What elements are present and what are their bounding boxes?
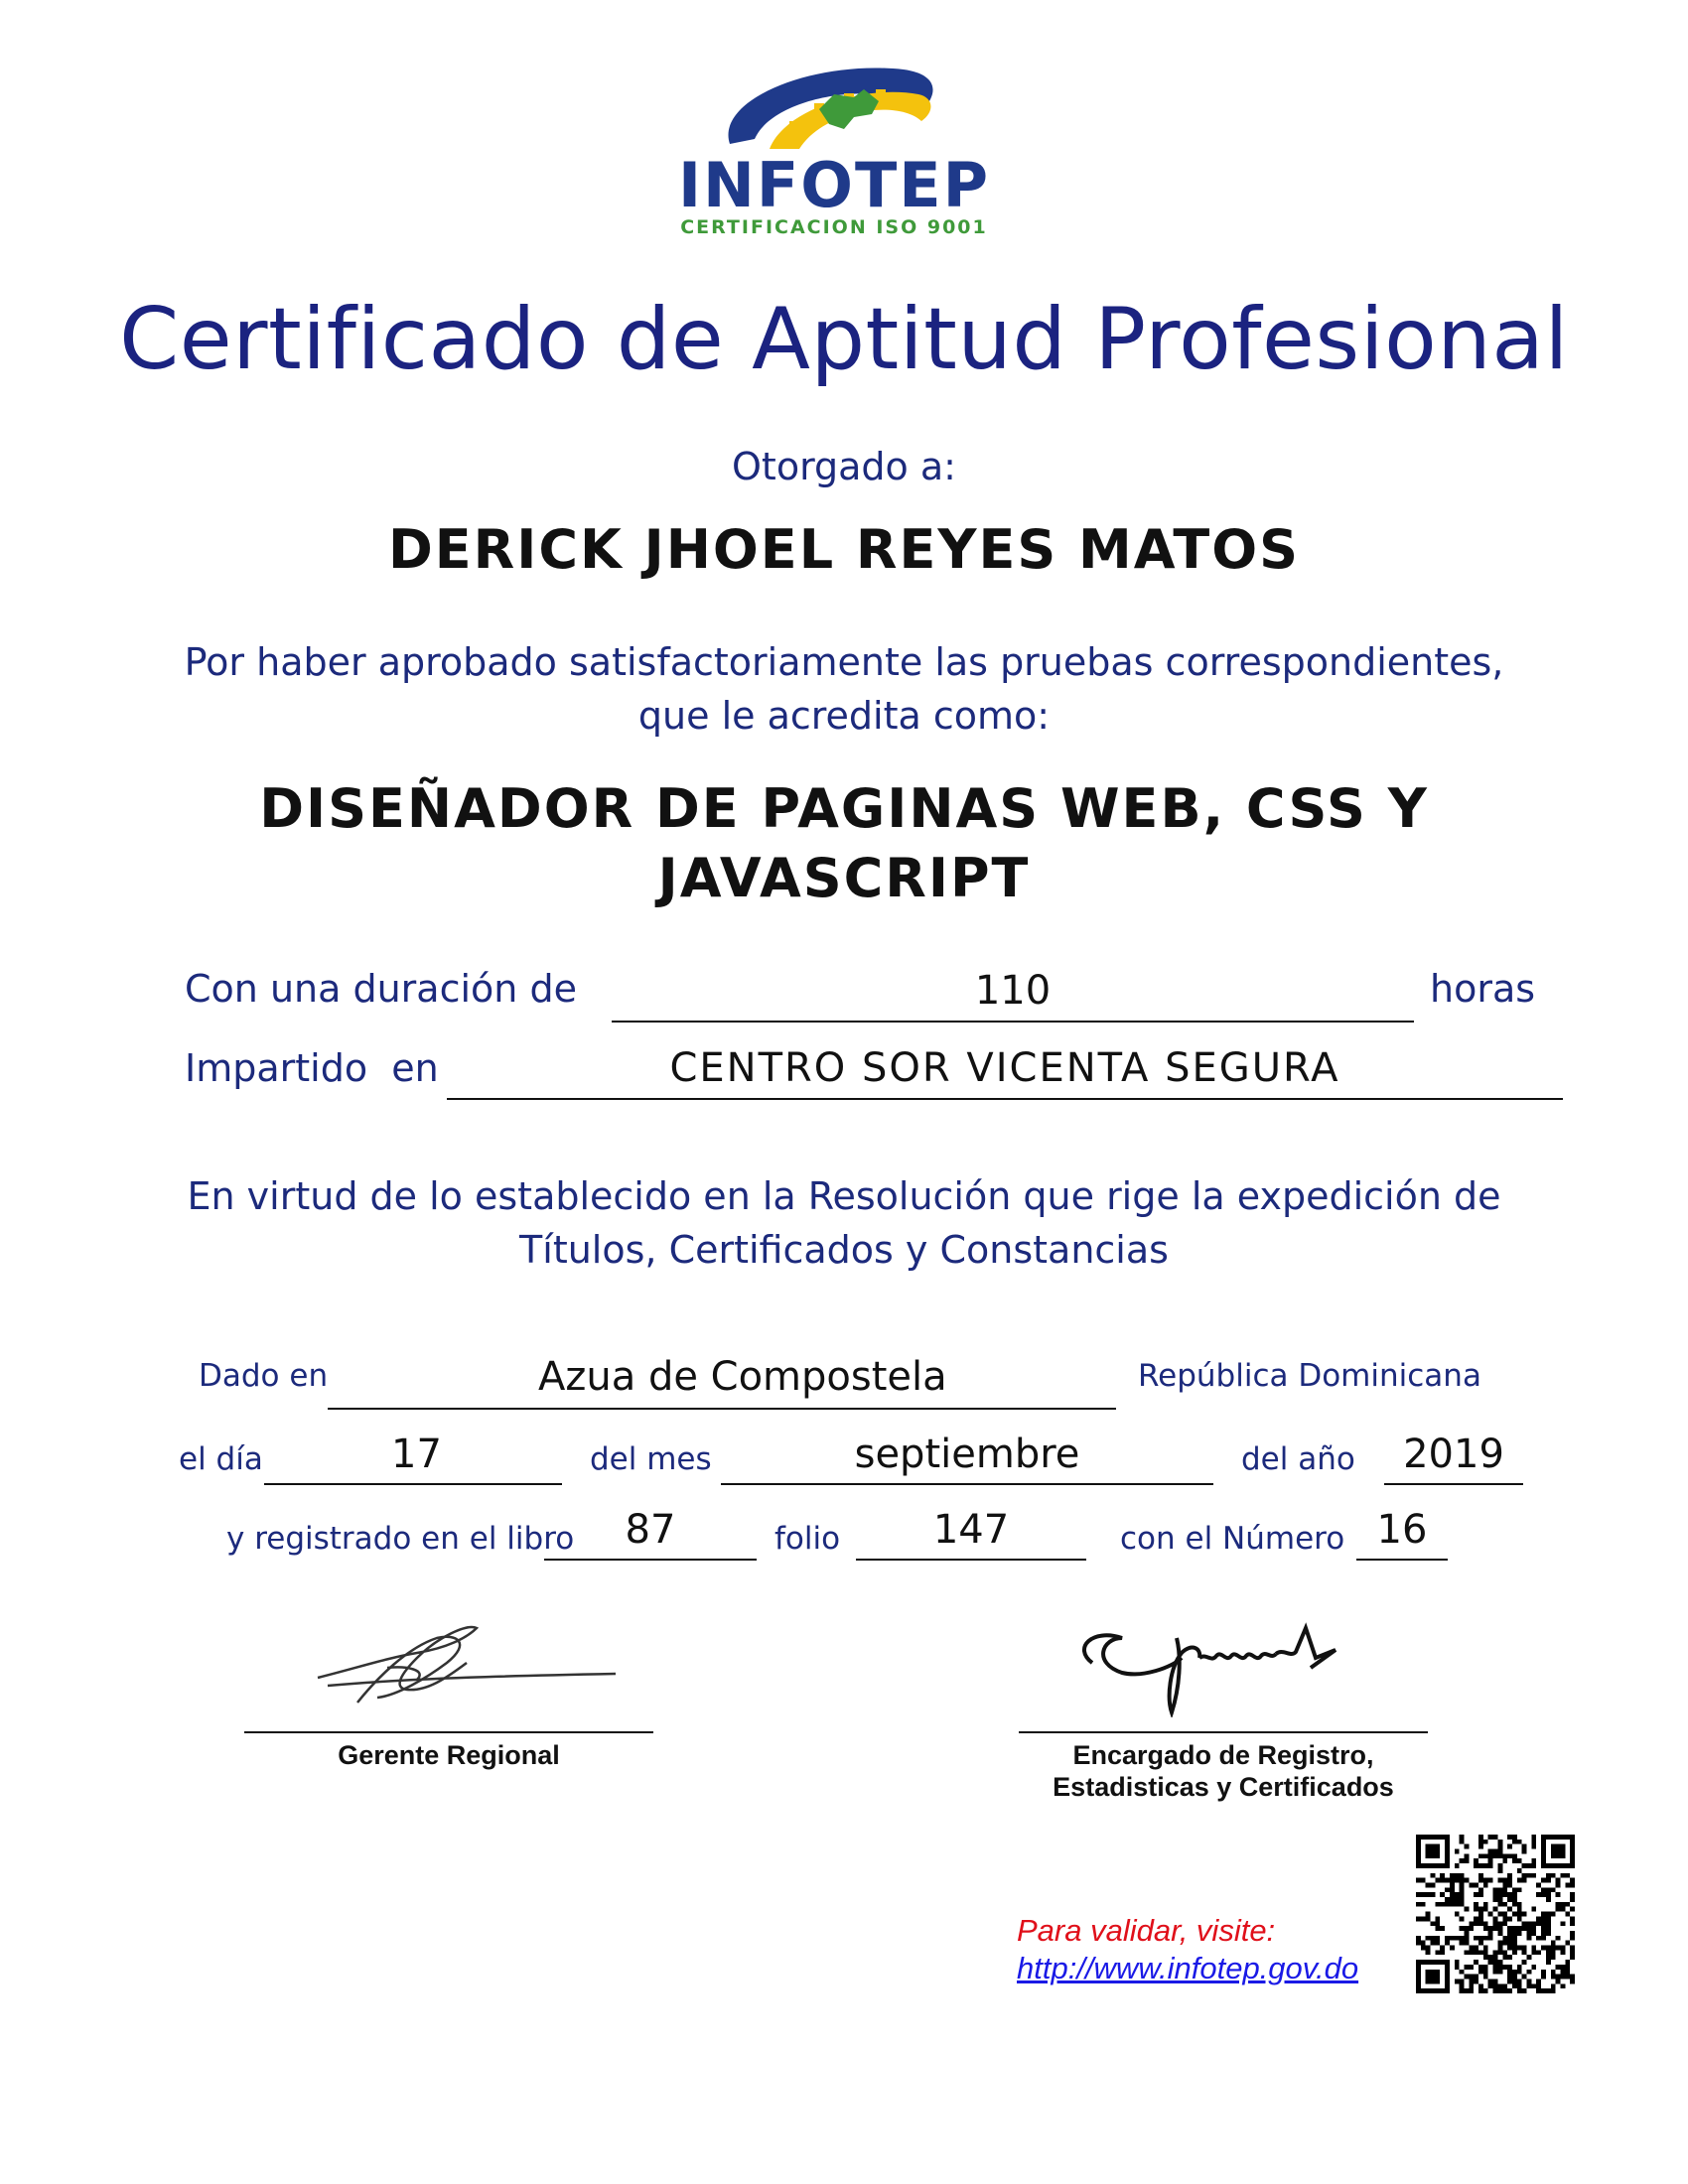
year-value: 2019: [1403, 1432, 1504, 1477]
awarded-to-label: Otorgado a:: [732, 445, 956, 488]
duration-line: [612, 1021, 1414, 1023]
right-signature-title-line1: Encargado de Registro,: [1072, 1740, 1374, 1770]
registry-officer-signature: [1053, 1608, 1390, 1717]
country-label: República Dominicana: [1138, 1358, 1481, 1394]
center-label: Impartido en: [185, 1046, 439, 1090]
left-signature-line: [244, 1731, 653, 1733]
logo-name: INFOTEP: [677, 149, 991, 221]
day-value: 17: [391, 1432, 442, 1477]
qualification-title: DISEÑADOR DE PAGINAS WEB, CSS Y JAVASCRIPT: [259, 777, 1429, 909]
validation-prompt: Para validar, visite:: [1017, 1913, 1276, 1948]
month-value: septiembre: [854, 1432, 1080, 1477]
duration-label: Con una duración de: [185, 967, 577, 1011]
place-value: Azua de Compostela: [538, 1354, 947, 1400]
folio-label: folio: [774, 1521, 841, 1557]
year-label: del año: [1241, 1441, 1355, 1477]
book-label: y registrado en el libro: [226, 1521, 575, 1557]
day-label: el día: [179, 1441, 263, 1477]
number-label: con el Número: [1120, 1521, 1345, 1557]
right-signature-line: [1019, 1731, 1428, 1733]
year-line: [1384, 1483, 1523, 1485]
center-line: [447, 1098, 1563, 1100]
qr-code: [1416, 1835, 1575, 1993]
month-line: [721, 1483, 1213, 1485]
center-value: CENTRO SOR VICENTA SEGURA: [669, 1045, 1340, 1091]
left-signature-title: Gerente Regional: [338, 1740, 560, 1770]
month-label: del mes: [590, 1441, 712, 1477]
folio-line: [856, 1559, 1086, 1561]
right-signature-title-line2: Estadisticas y Certificados: [1053, 1772, 1394, 1802]
duration-unit: horas: [1430, 967, 1536, 1011]
folio-value: 147: [932, 1507, 1010, 1553]
book-line: [544, 1559, 757, 1561]
validation-block: [1017, 1912, 1358, 1987]
duration-value: 110: [974, 968, 1052, 1014]
place-label: Dado en: [199, 1358, 329, 1394]
certificate-title: Certificado de Aptitud Profesional: [119, 290, 1569, 389]
reason-text: Por haber aprobado satisfactoriamente las pruebas correspondientes, que le acredita como:: [184, 640, 1504, 738]
book-value: 87: [625, 1507, 676, 1553]
day-line: [264, 1483, 562, 1485]
number-value: 16: [1376, 1507, 1428, 1553]
regional-manager-signature: [298, 1608, 626, 1717]
legal-text: En virtud de lo establecido en la Resolución que rige la expedición de Títulos, Certificados y Constancias: [187, 1174, 1501, 1272]
number-line: [1356, 1559, 1448, 1561]
validation-link[interactable]: http://www.infotep.gov.do: [1017, 1951, 1359, 1985]
logo-tagline: CERTIFICACION ISO 9001: [680, 216, 988, 238]
recipient-name: DERICK JHOEL REYES MATOS: [387, 518, 1301, 581]
place-line: [328, 1408, 1116, 1410]
